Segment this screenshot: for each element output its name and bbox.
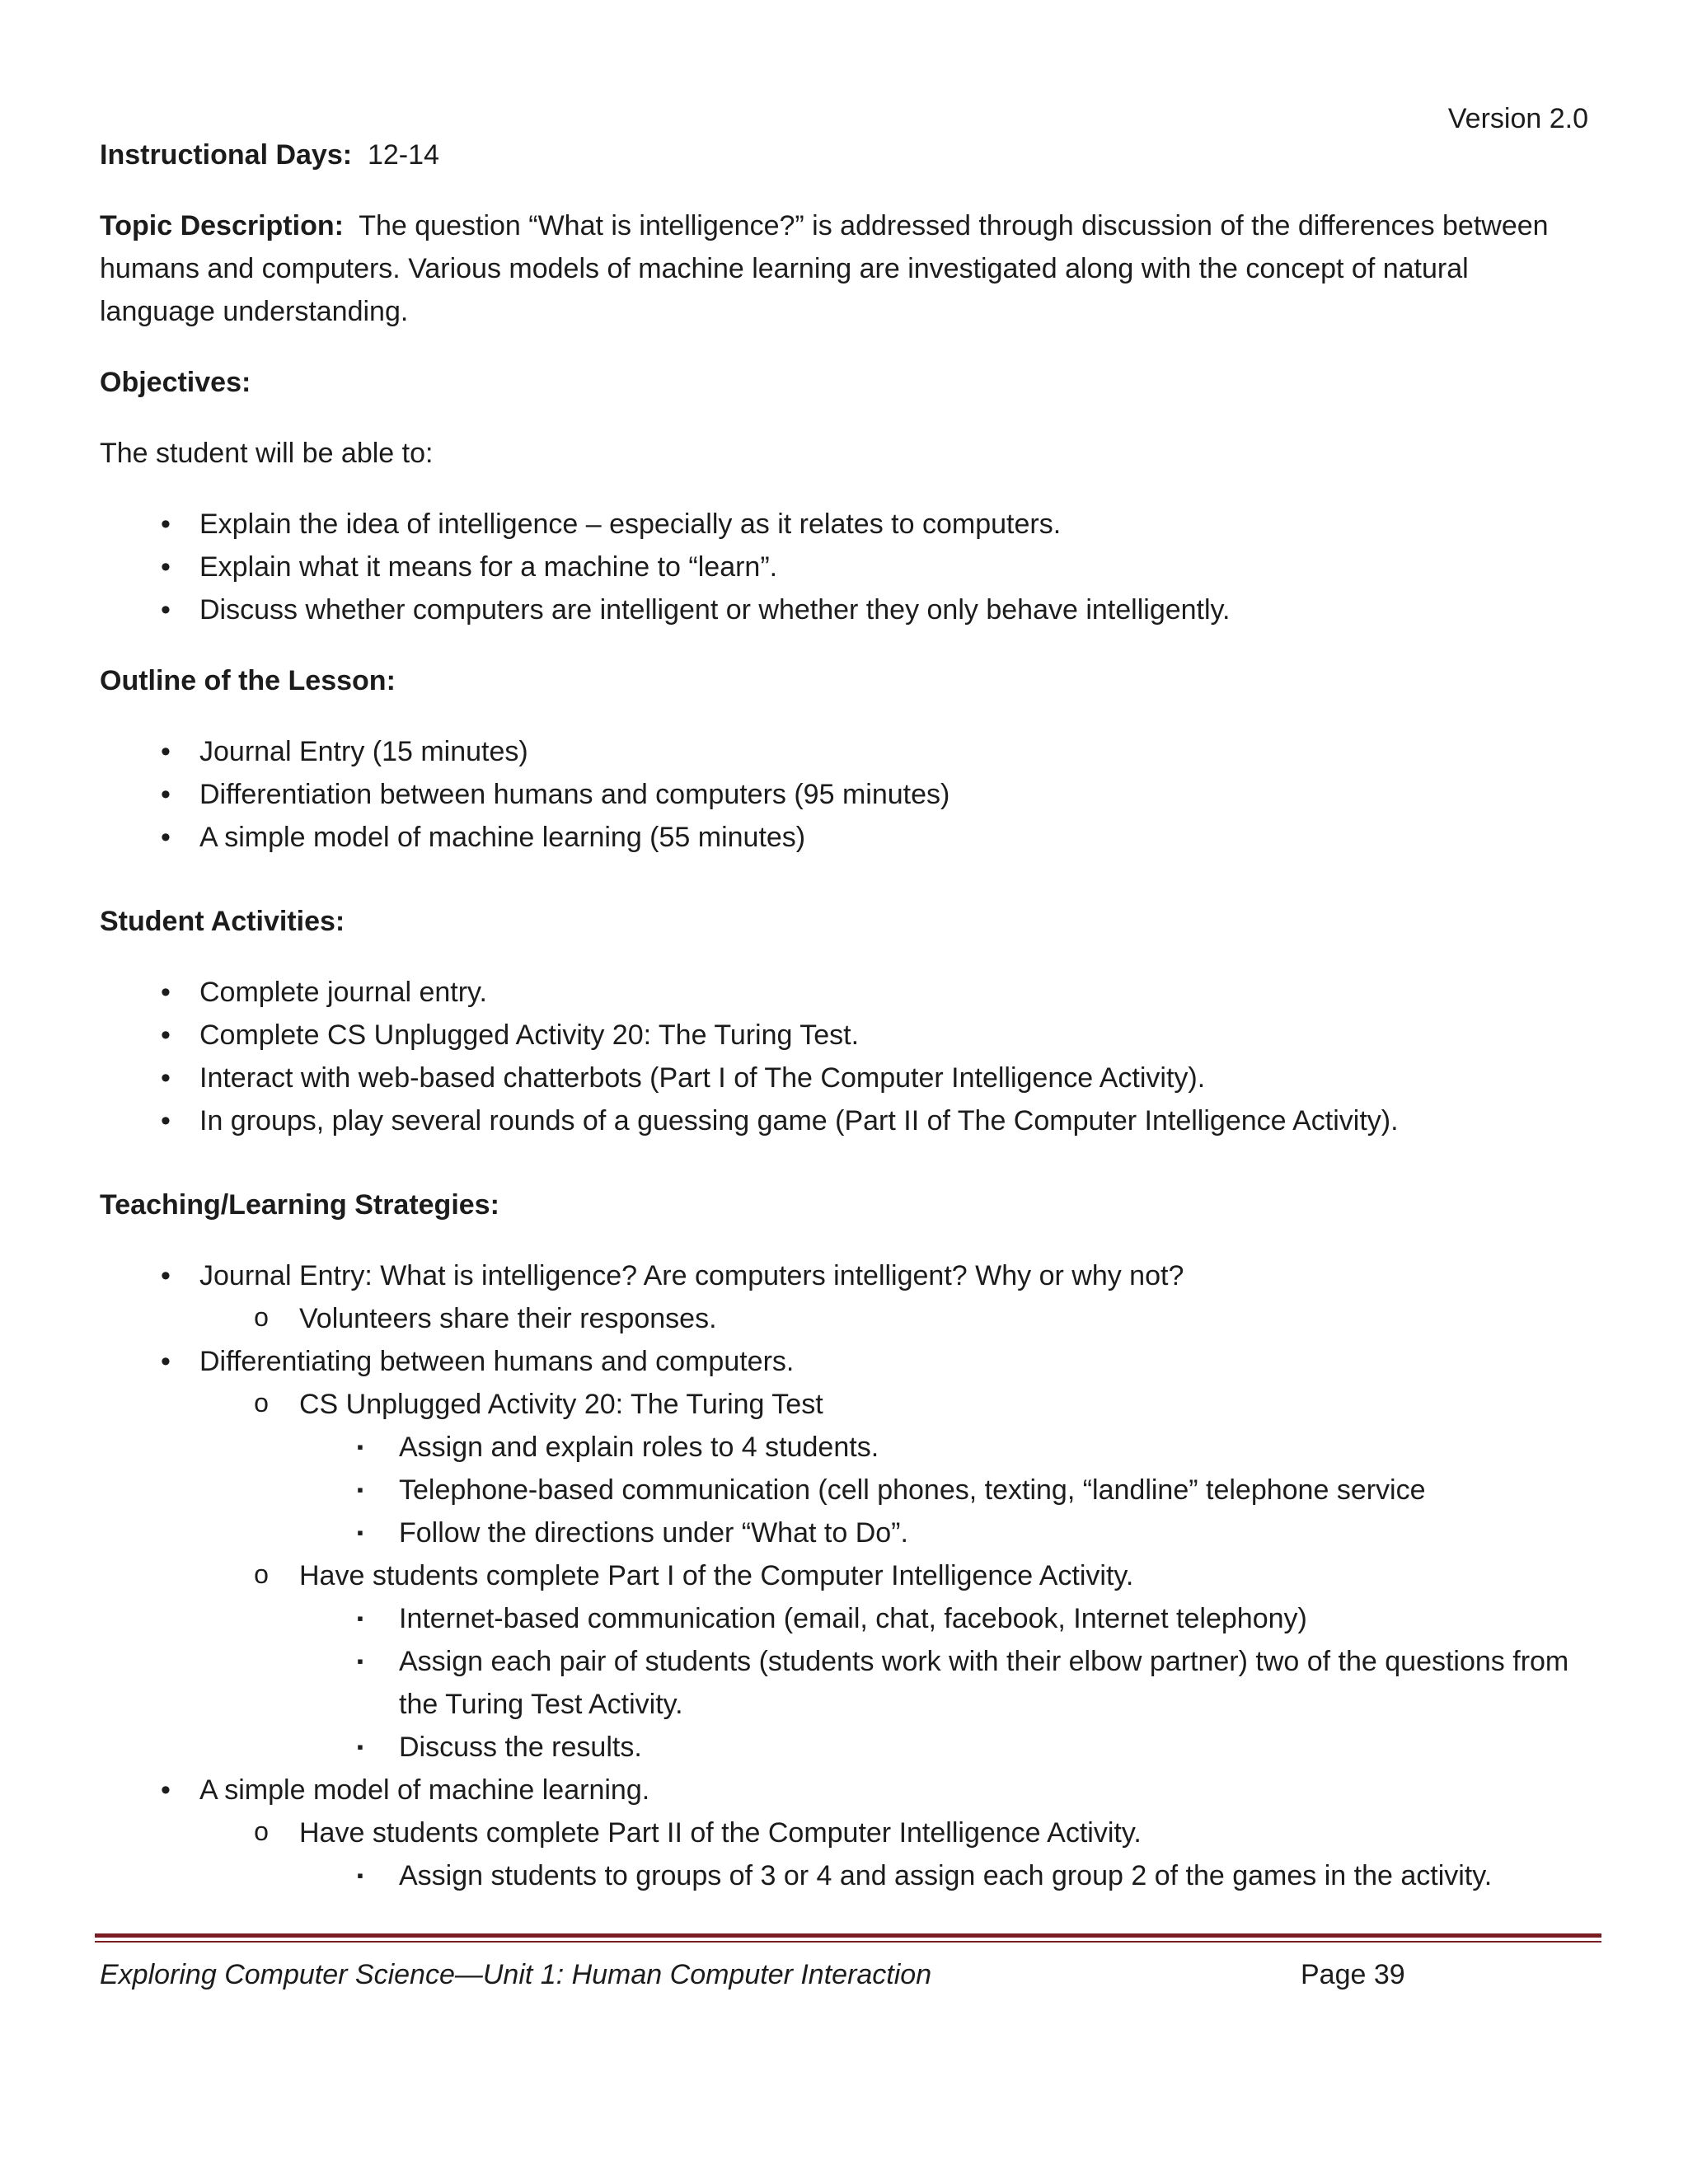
footer-rule-thick <box>95 1933 1601 1938</box>
list-item-text: Follow the directions under “What to Do”. <box>399 1517 908 1549</box>
nested-list-container <box>100 1383 1592 1769</box>
list-item <box>100 1254 1592 1297</box>
strategies-heading: Teaching/Learning Strategies: <box>100 1189 499 1221</box>
journal-sublist <box>199 1297 1592 1340</box>
list-item <box>100 1769 1592 1811</box>
square-marker: ▪ <box>357 1736 363 1757</box>
list-item <box>100 1340 1592 1383</box>
circle-marker: o <box>254 1559 269 1589</box>
list-item-text: A simple model of machine learning. <box>199 1774 650 1806</box>
list-item <box>199 1811 1592 1854</box>
list-item-text: Have students complete Part I of the Computer Intelligence Activity. <box>299 1560 1134 1591</box>
bullet-marker: • <box>161 822 171 853</box>
instructional-days <box>100 134 1592 176</box>
nested-list-container <box>100 1297 1592 1340</box>
list-item <box>100 971 1592 1014</box>
list-item-text: Complete journal entry. <box>199 977 487 1008</box>
list-item <box>100 730 1592 773</box>
list-item-text: Internet-based communication (email, chat, facebook, Internet telephony) <box>399 1603 1307 1634</box>
footer-rule-thin <box>95 1941 1601 1943</box>
differentiating-sublist <box>199 1383 1592 1769</box>
bullet-marker: • <box>161 594 171 626</box>
footer-title: Exploring Computer Science—Unit 1: Human Computer Interaction <box>100 1959 932 1990</box>
instructional-days-value: 12-14 <box>367 139 439 171</box>
bullet-marker: • <box>161 977 171 1008</box>
objectives-heading: Objectives: <box>100 367 251 398</box>
list-item <box>100 546 1592 588</box>
strategies-list <box>100 1254 1592 1897</box>
square-marker: ▪ <box>357 1479 363 1500</box>
student-activities-list <box>100 971 1592 1142</box>
list-item-text: In groups, play several rounds of a guessing game (Part II of The Computer Intelligence Activity). <box>199 1105 1399 1137</box>
list-item <box>299 1469 1592 1511</box>
bullet-marker: • <box>161 1105 171 1137</box>
list-item-text: Telephone-based communication (cell phones, texting, “landline” telephone service <box>399 1474 1426 1506</box>
list-item <box>299 1640 1592 1726</box>
list-item <box>199 1554 1592 1597</box>
list-item-text: Journal Entry (15 minutes) <box>199 736 528 767</box>
objectives-intro: The student will be able to: <box>100 438 434 469</box>
list-item-text: Interact with web-based chatterbots (Part I of The Computer Intelligence Activity). <box>199 1062 1206 1094</box>
bullet-marker: • <box>161 551 171 583</box>
list-item-text: Assign and explain roles to 4 students. <box>399 1432 879 1463</box>
bullet-marker: • <box>161 509 171 540</box>
bullet-marker: • <box>161 1019 171 1051</box>
list-item <box>100 773 1592 816</box>
student-activities-heading: Student Activities: <box>100 906 345 937</box>
circle-marker: o <box>254 1816 269 1846</box>
nested-list-container <box>199 1854 1592 1897</box>
bullet-marker: • <box>161 1062 171 1094</box>
list-item <box>100 816 1592 859</box>
list-item <box>299 1726 1592 1769</box>
list-item-text: Journal Entry: What is intelligence? Are computers intelligent? Why or why not? <box>199 1260 1184 1291</box>
list-item-text: Complete CS Unplugged Activity 20: The Turing Test. <box>199 1019 860 1051</box>
machine-learning-sublist <box>199 1811 1592 1897</box>
nested-list-container <box>199 1426 1592 1554</box>
list-item <box>100 1057 1592 1099</box>
topic-description-text: The question “What is intelligence?” is addressed through discussion of the differences between humans and computers. Various models of machine learning are investigated along with the concept of natural language understanding. <box>100 210 1549 327</box>
square-marker: ▪ <box>357 1522 363 1543</box>
list-item-text: Differentiation between humans and computers (95 minutes) <box>199 779 950 810</box>
part2-sublist <box>299 1854 1592 1897</box>
list-item-text: Explain what it means for a machine to “learn”. <box>199 551 778 583</box>
square-marker: ▪ <box>357 1651 363 1671</box>
square-marker: ▪ <box>357 1865 363 1886</box>
list-item <box>299 1426 1592 1469</box>
outline-list <box>100 730 1592 859</box>
list-item <box>100 1099 1592 1142</box>
list-item <box>199 1383 1592 1426</box>
square-marker: ▪ <box>357 1608 363 1629</box>
instructional-days-label: Instructional Days: <box>100 139 353 171</box>
nested-list-container <box>199 1597 1592 1769</box>
bullet-marker: • <box>161 1260 171 1291</box>
list-item-text: CS Unplugged Activity 20: The Turing Test <box>299 1389 823 1420</box>
list-item <box>299 1597 1592 1640</box>
bullet-marker: • <box>161 1346 171 1377</box>
topic-description <box>100 204 1592 333</box>
nested-list-container <box>100 1811 1592 1897</box>
list-item-text: Volunteers share their responses. <box>299 1303 717 1334</box>
objectives-list <box>100 503 1592 631</box>
list-item-text: Discuss whether computers are intelligent or whether they only behave intelligently. <box>199 594 1231 626</box>
list-item <box>299 1854 1592 1897</box>
list-item-text: Discuss the results. <box>399 1732 642 1763</box>
list-item-text: Assign students to groups of 3 or 4 and assign each group 2 of the games in the activity. <box>399 1860 1493 1891</box>
bullet-marker: • <box>161 736 171 767</box>
list-item-text: Assign each pair of students (students work with their elbow partner) two of the questions from the Turing Test Activity. <box>399 1646 1569 1720</box>
list-item-text: Have students complete Part II of the Computer Intelligence Activity. <box>299 1817 1142 1849</box>
list-item-text: Explain the idea of intelligence – especially as it relates to computers. <box>199 509 1062 540</box>
list-item <box>100 588 1592 631</box>
outline-heading: Outline of the Lesson: <box>100 665 396 696</box>
square-marker: ▪ <box>357 1436 363 1457</box>
circle-marker: o <box>254 1388 269 1418</box>
list-item <box>100 503 1592 546</box>
bullet-marker: • <box>161 779 171 810</box>
circle-marker: o <box>254 1302 269 1332</box>
part1-sublist <box>299 1597 1592 1769</box>
bullet-marker: • <box>161 1774 171 1806</box>
page-number: Page 39 <box>1301 1959 1405 1990</box>
topic-description-label: Topic Description: <box>100 210 344 241</box>
list-item-text: Differentiating between humans and computers. <box>199 1346 795 1377</box>
list-item <box>199 1297 1592 1340</box>
document-body <box>100 134 1592 1925</box>
unplugged-sublist <box>299 1426 1592 1554</box>
list-item <box>100 1014 1592 1057</box>
version-label: Version 2.0 <box>1447 103 1588 134</box>
list-item <box>299 1511 1592 1554</box>
list-item-text: A simple model of machine learning (55 minutes) <box>199 822 806 853</box>
